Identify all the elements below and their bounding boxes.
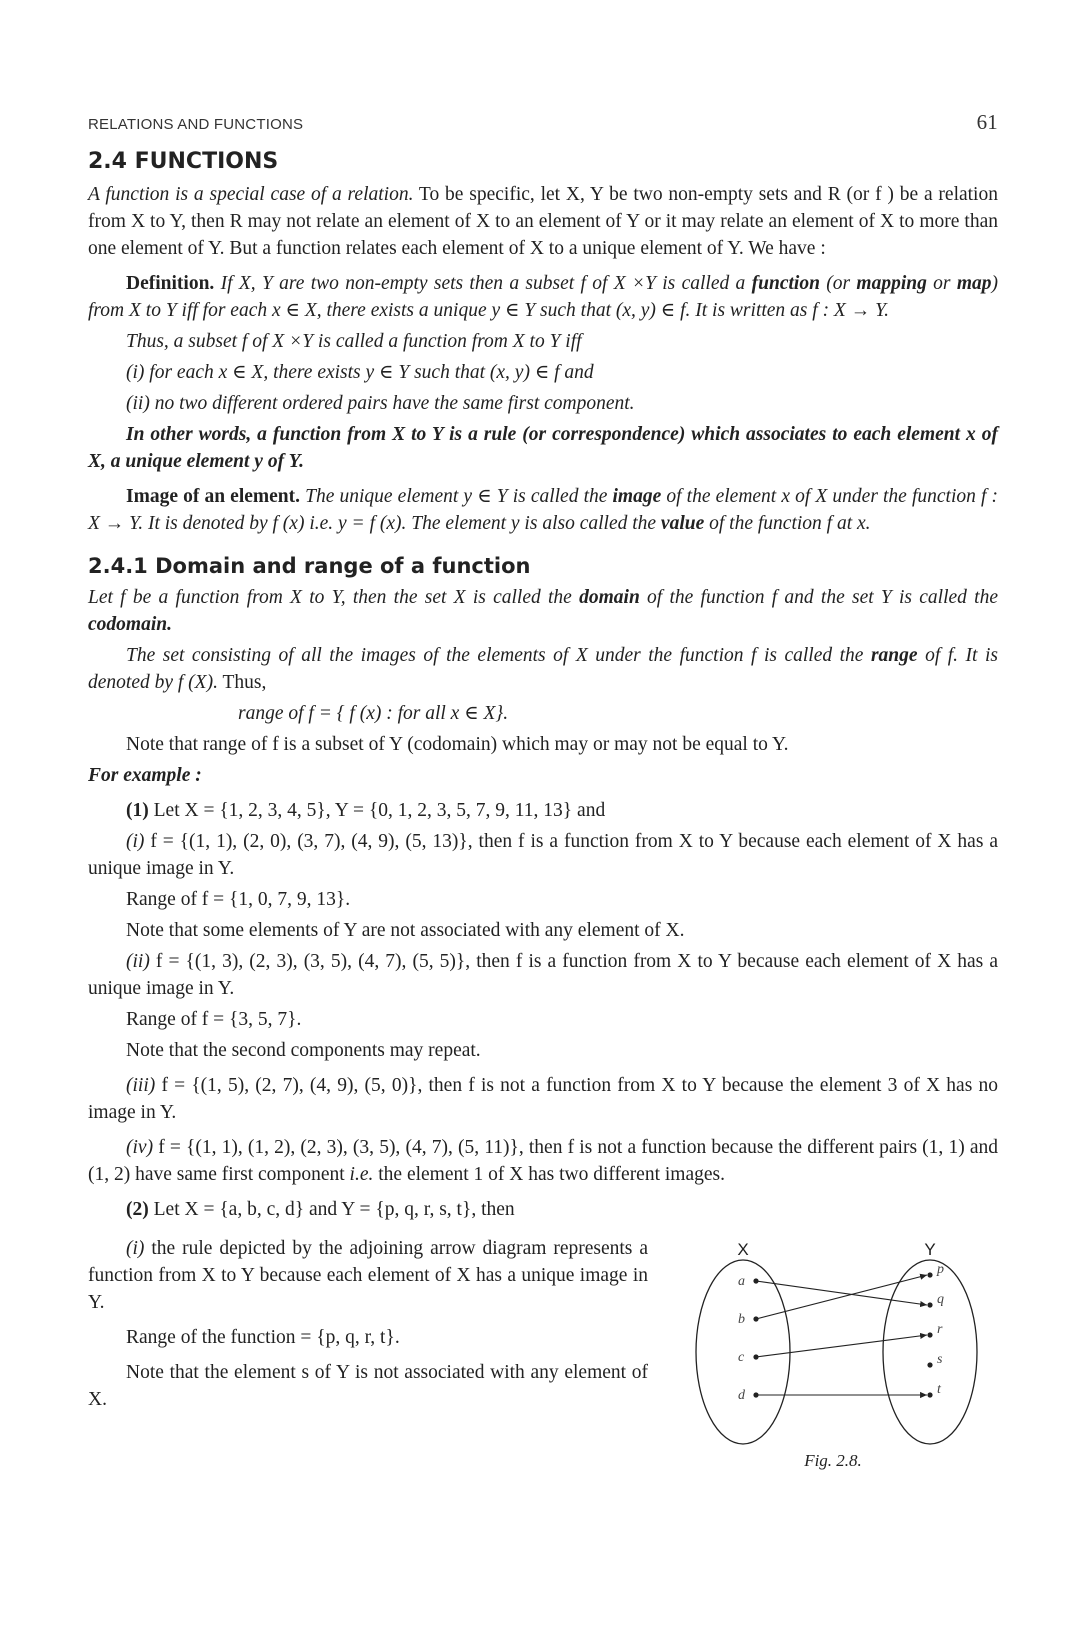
image-paragraph: Image of an element. The unique element y ∈ Y is called the image of the element x of X under the function f : X → Y. It is denoted by f (x) i.e. y = f (x). The element y is also called the value of the function f at x. bbox=[88, 486, 998, 534]
running-header bbox=[88, 110, 998, 134]
domain-paragraph: Let f be a function from X to Y, then the set X is called the domain of the function f and the set Y is called the codomain. bbox=[88, 587, 999, 635]
arrow-diagram bbox=[668, 1237, 978, 1449]
example-1-ii-note: Note that the second components may repeat. bbox=[126, 1040, 481, 1061]
condition-1: (i) for each x ∈ X, there exists y ∈ Y such that (x, y) ∈ f and bbox=[126, 362, 594, 383]
set-y-oval bbox=[883, 1260, 977, 1444]
diagram-marks bbox=[738, 1262, 944, 1403]
page-body bbox=[88, 148, 998, 1474]
y-element-dot-t bbox=[927, 1392, 932, 1397]
arrow-a-to-q bbox=[756, 1281, 927, 1305]
definition-paragraph: Definition. If X, Y are two non-empty sets then a subset f of X ×Y is called a function (or mapping or map) from X to Y iff for each x ∈ X, there exists a unique y ∈ Y such that (x, y) ∈ f. It is written as f : X → Y. bbox=[88, 273, 999, 321]
example-1-ii: (ii) f = {(1, 3), (2, 3), (3, 5), (4, 7), (5, 5)}, then f is a function from X to Y because each element of X has a unique image in Y. bbox=[88, 951, 998, 999]
section-heading: 2.4 FUNCTIONS bbox=[88, 149, 279, 174]
thus-line: Thus, a subset f of X ×Y is called a function from X to Y iff bbox=[126, 331, 582, 352]
example-1-intro: (1) Let X = {1, 2, 3, 4, 5}, Y = {0, 1, 2, 3, 5, 7, 9, 11, 13} and bbox=[126, 800, 606, 821]
y-element-label-q: q bbox=[937, 1292, 944, 1307]
y-element-label-s: s bbox=[937, 1352, 943, 1367]
example-2-note: Note that the element s of Y is not associated with any element of X. bbox=[88, 1362, 648, 1410]
running-title: RELATIONS AND FUNCTIONS bbox=[88, 116, 304, 133]
example-1-i-range: Range of f = {1, 0, 7, 9, 13}. bbox=[126, 889, 351, 910]
arrow-diagram-figure bbox=[668, 1237, 998, 1474]
x-element-label-d: d bbox=[738, 1388, 745, 1403]
example-2-intro: (2) Let X = {a, b, c, d} and Y = {p, q, r, s, t}, then bbox=[126, 1199, 515, 1220]
page-number: 61 bbox=[976, 110, 998, 134]
y-element-label-r: r bbox=[937, 1322, 943, 1337]
arrow-c-to-r bbox=[756, 1335, 927, 1357]
set-y-label: Y bbox=[924, 1240, 936, 1259]
x-element-label-a: a bbox=[738, 1274, 745, 1289]
y-element-label-t: t bbox=[937, 1382, 941, 1397]
x-element-label-b: b bbox=[738, 1312, 745, 1327]
intro-paragraph: A function is a special case of a relation. To be specific, let X, Y be two non-empty sets and R (or f ) be a relation from X to Y, then R may not relate an element of X to an element of Y or it may relate an element of X to more than one element of Y. But a function relates each element of X to a unique element of Y. We have : bbox=[88, 184, 998, 259]
arrow-b-to-p bbox=[756, 1275, 927, 1319]
example-2-range: Range of the function = {p, q, r, t}. bbox=[126, 1327, 400, 1348]
range-definition: range of f = { f (x) : for all x ∈ X}. bbox=[238, 703, 509, 724]
example-2-i: (i) the rule depicted by the adjoining arrow diagram represents a function from X to Y because each element of X has a unique image in Y. bbox=[88, 1238, 648, 1313]
subsection-heading: 2.4.1 Domain and range of a function bbox=[88, 554, 531, 578]
example-1-i-note: Note that some elements of Y are not associated with any element of X. bbox=[126, 920, 685, 941]
other-words-paragraph: In other words, a function from X to Y is a rule (or correspondence) which associates to each element x of X, a unique element y of Y. bbox=[88, 424, 998, 472]
example-1-i: (i) f = {(1, 1), (2, 0), (3, 7), (4, 9), (5, 13)}, then f is a function from X to Y because each element of X has a unique image in Y. bbox=[88, 831, 998, 879]
for-example-label: For example : bbox=[88, 765, 202, 786]
y-element-label-p: p bbox=[937, 1262, 944, 1277]
y-element-dot-r bbox=[927, 1332, 932, 1337]
example-1-ii-range: Range of f = {3, 5, 7}. bbox=[126, 1009, 302, 1030]
example-1-iii: (iii) f = {(1, 5), (2, 7), (4, 9), (5, 0)}, then f is not a function from X to Y because the element 3 of X has no image in Y. bbox=[88, 1075, 998, 1123]
y-element-dot-s bbox=[927, 1362, 932, 1367]
example-2-with-figure bbox=[88, 1227, 998, 1474]
set-x-label: X bbox=[737, 1240, 749, 1259]
example-2-text bbox=[88, 1227, 648, 1474]
example-1-iv: (iv) f = {(1, 1), (1, 2), (2, 3), (3, 5), (4, 7), (5, 11)}, then f is not a function because the different pairs (1, 1) and (1, 2) have same first component i.e. the element 1 of X has two different images. bbox=[88, 1137, 998, 1185]
range-note: Note that range of f is a subset of Y (codomain) which may or may not be equal to Y. bbox=[126, 734, 789, 755]
figure-caption: Fig. 2.8. bbox=[804, 1451, 862, 1470]
x-element-label-c: c bbox=[738, 1350, 745, 1365]
y-element-dot-q bbox=[927, 1302, 932, 1307]
y-element-dot-p bbox=[927, 1272, 932, 1277]
condition-2: (ii) no two different ordered pairs have the same first component. bbox=[126, 393, 635, 414]
range-paragraph: The set consisting of all the images of the elements of X under the function f is called the range of f. It is denoted by f (X). Thus, bbox=[88, 645, 998, 693]
